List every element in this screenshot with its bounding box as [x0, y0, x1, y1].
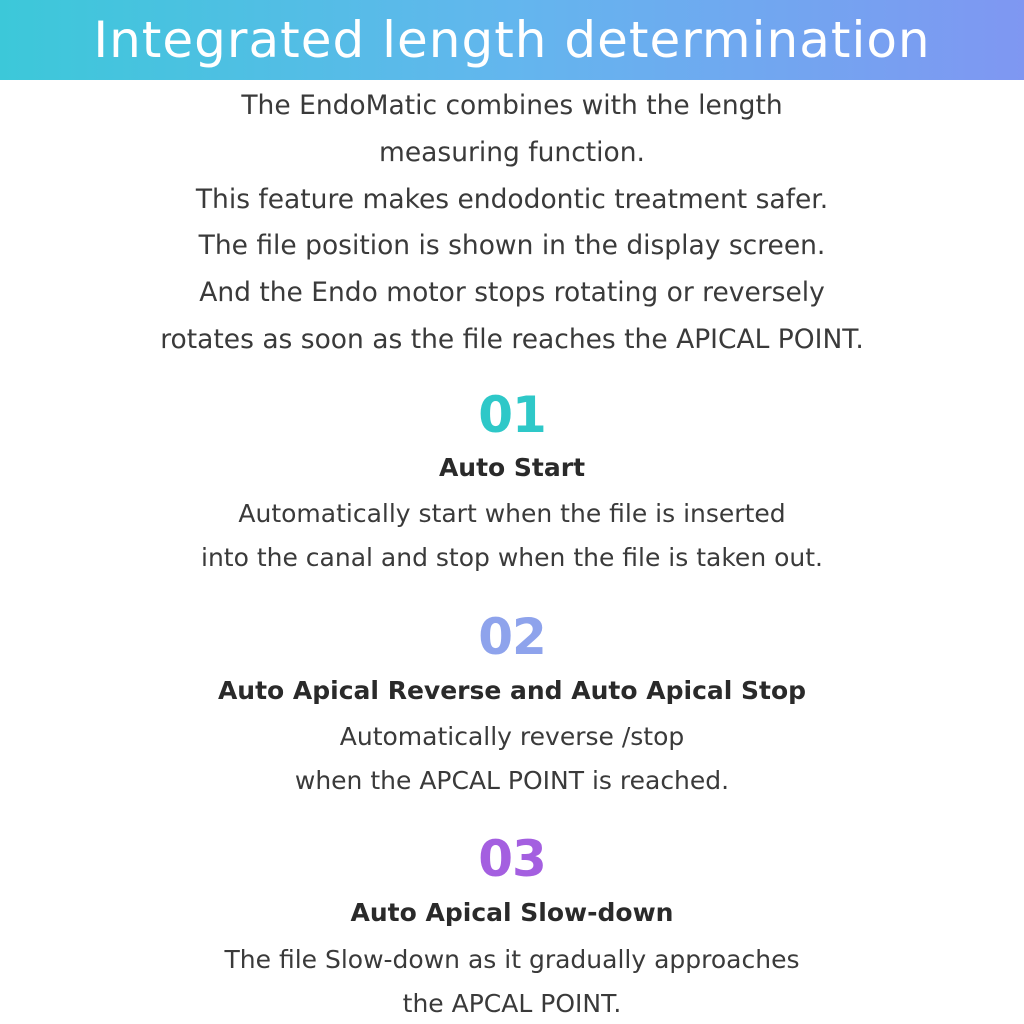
- step-description-line: when the APCAL POINT is reached.: [294, 765, 730, 795]
- title-banner: [0, 0, 1024, 80]
- step-title-auto-apical-slow-down: Auto Apical Slow-down: [350, 898, 674, 927]
- step-description-line: Automatically start when the file is inserted: [238, 499, 786, 528]
- intro-line: The EndoMatic combines with the length: [241, 90, 783, 121]
- step-description-line: the APCAL POINT.: [402, 988, 622, 1018]
- step-number-01: 01: [478, 386, 546, 444]
- intro-line: The file position is shown in the display screen.: [198, 230, 826, 262]
- step-number-02: 02: [478, 608, 546, 666]
- step-title-auto-apical-reverse-stop: Auto Apical Reverse and Auto Apical Stop: [217, 676, 807, 705]
- intro-line: measuring function.: [379, 136, 645, 168]
- step-description-01: [0, 492, 1024, 579]
- intro-line: rotates as soon as the file reaches the APICAL POINT.: [160, 323, 864, 355]
- step-description-03: [0, 938, 1024, 1024]
- intro-line: And the Endo motor stops rotating or reversely: [199, 277, 825, 309]
- page-title: Integrated length determination: [93, 11, 931, 69]
- step-description-line: into the canal and stop when the file is taken out.: [201, 542, 823, 572]
- intro-line: This feature makes endodontic treatment safer.: [195, 183, 829, 215]
- intro-paragraph: [0, 83, 1024, 364]
- step-description-02: [0, 715, 1024, 802]
- step-title-auto-start: Auto Start: [438, 453, 586, 482]
- step-number-03: 03: [478, 830, 546, 888]
- step-description-line: The file Slow-down as it gradually approaches: [224, 945, 800, 974]
- step-description-line: Automatically reverse /stop: [339, 722, 685, 751]
